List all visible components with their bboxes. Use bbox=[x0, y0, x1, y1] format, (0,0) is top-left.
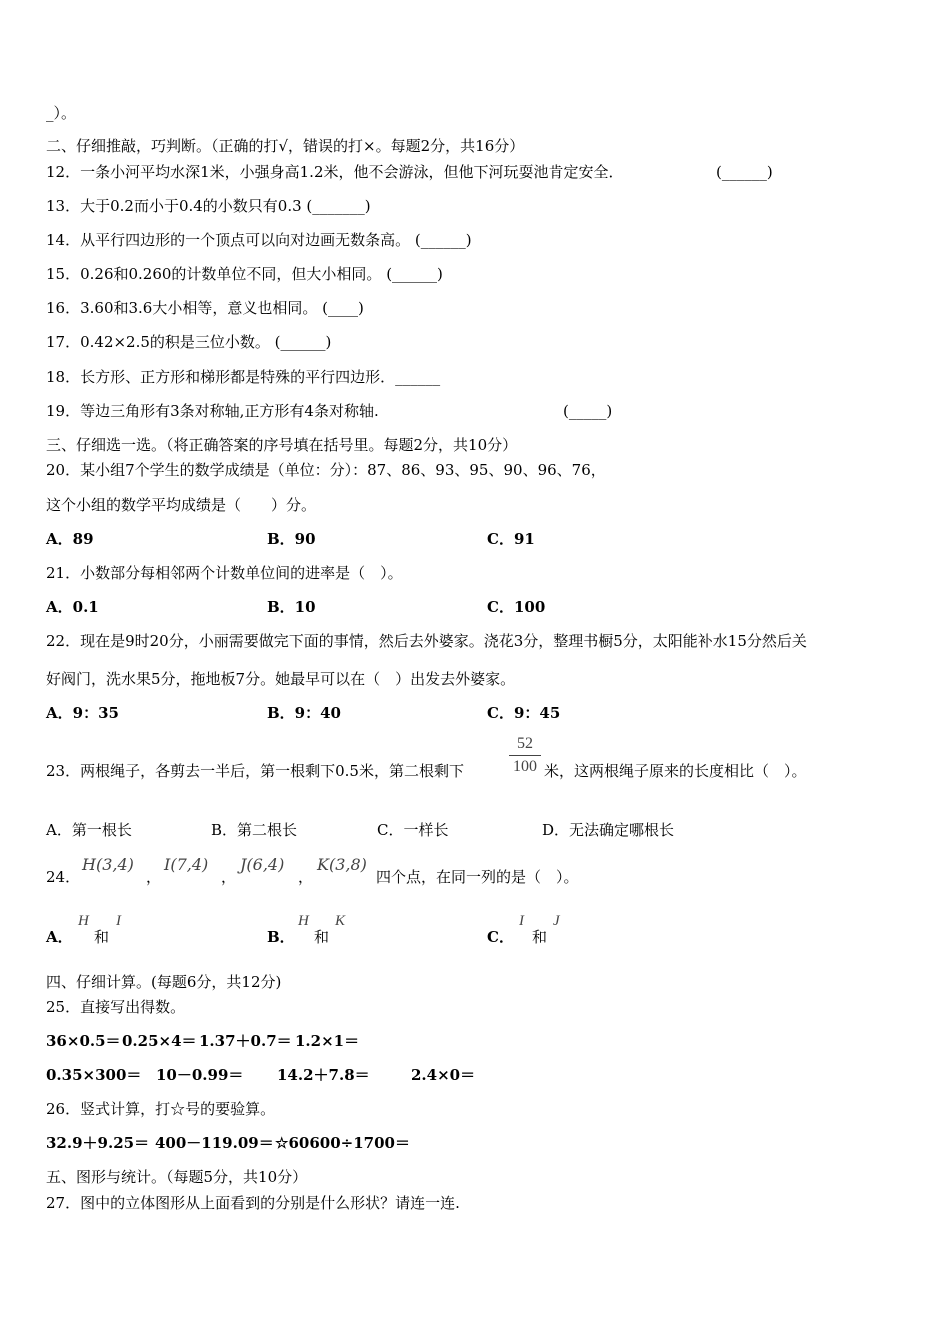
calc-item: 10－0.99＝ bbox=[156, 1066, 244, 1084]
question-22-option-c: C．9：45 bbox=[487, 704, 561, 722]
question-23-text-after: 米，这两根绳子原来的长度相比（ ）。 bbox=[544, 762, 807, 780]
section-2-heading: 二、仔细推敲，巧判断。（正确的打√，错误的打×。每题2分，共16分） bbox=[46, 137, 525, 155]
calc-item: 2.4×0＝ bbox=[411, 1066, 476, 1084]
question-23-option-a: A．第一根长 bbox=[46, 821, 132, 839]
question-23-option-d: D．无法确定哪根长 bbox=[542, 821, 675, 839]
question-20-option-c: C．91 bbox=[487, 530, 535, 548]
question-22-option-a: A．9：35 bbox=[46, 704, 119, 722]
top-fragment: _）。 bbox=[46, 104, 77, 122]
calc-item: ☆60600÷1700＝ bbox=[275, 1134, 410, 1152]
question-23-option-c: C．一样长 bbox=[377, 821, 449, 839]
question-20-option-b: B．90 bbox=[267, 530, 316, 548]
question-20-line-2: 这个小组的数学平均成绩是（ ）分。 bbox=[46, 496, 317, 514]
question-25: 25．直接写出得数。 bbox=[46, 998, 186, 1016]
fraction-denominator: 100 bbox=[513, 758, 537, 775]
calc-item: 14.2＋7.8＝ bbox=[277, 1066, 370, 1084]
question-26: 26．竖式计算，打☆号的要验算。 bbox=[46, 1100, 276, 1118]
question-21-option-a: A．0.1 bbox=[46, 598, 99, 616]
question-12-blank: (______) bbox=[716, 163, 773, 181]
question-23-text: 23．两根绳子，各剪去一半后，第一根剩下0.5米，第二根剩下 bbox=[46, 762, 464, 780]
point-separator: ， bbox=[221, 868, 237, 886]
question-23-option-b: B．第二根长 bbox=[211, 821, 298, 839]
option-conjunction: 和 bbox=[94, 928, 110, 946]
calc-item: 400－119.09＝ bbox=[155, 1134, 274, 1152]
question-14: 14．从平行四边形的一个顶点可以向对边画无数条高。 (______) bbox=[46, 231, 472, 249]
calc-item: 1.2×1＝ bbox=[295, 1032, 360, 1050]
fraction-numerator: 52 bbox=[517, 735, 533, 752]
question-19: 19．等边三角形有3条对称轴,正方形有4条对称轴. bbox=[46, 402, 379, 420]
option-point-2: I bbox=[116, 913, 121, 929]
question-16: 16．3.60和3.6大小相等，意义也相同。 (____) bbox=[46, 299, 364, 317]
fraction-bar bbox=[509, 755, 541, 756]
option-label: A． bbox=[46, 928, 73, 946]
question-20-option-a: A．89 bbox=[46, 530, 94, 548]
question-22-line-1: 22．现在是9时20分，小丽需要做完下面的事情，然后去外婆家。浇花3分，整理书橱5分，太阳能补水15分然后关 bbox=[46, 632, 807, 650]
question-17: 17．0.42×2.5的积是三位小数。 (______) bbox=[46, 333, 332, 351]
point-i: I(7,4) bbox=[164, 855, 209, 874]
calc-item: 0.25×4＝ bbox=[122, 1032, 197, 1050]
point-k: K(3,8) bbox=[317, 855, 367, 874]
question-22-option-b: B．9：40 bbox=[267, 704, 341, 722]
question-21-option-c: C．100 bbox=[487, 598, 546, 616]
option-label: C． bbox=[487, 928, 514, 946]
point-j: J(6,4) bbox=[240, 855, 285, 874]
question-21: 21．小数部分每相邻两个计数单位间的进率是（ ）。 bbox=[46, 564, 403, 582]
question-18: 18．长方形、正方形和梯形都是特殊的平行四边形．______ bbox=[46, 368, 441, 386]
section-3-heading: 三、仔细选一选。（将正确答案的序号填在括号里。每题2分，共10分） bbox=[46, 436, 518, 454]
option-conjunction: 和 bbox=[314, 928, 330, 946]
question-12: 12．一条小河平均水深1米，小强身高1.2米，他不会游泳，但他下河玩耍池肯定安全． bbox=[46, 163, 624, 181]
question-24-text-after: 四个点，在同一列的是（ ）。 bbox=[376, 868, 579, 886]
section-5-heading: 五、图形与统计。（每题5分，共10分） bbox=[46, 1168, 308, 1186]
question-27: 27．图中的立体图形从上面看到的分别是什么形状？请连一连. bbox=[46, 1194, 460, 1212]
calc-item: 0.35×300＝ bbox=[46, 1066, 142, 1084]
calc-item: 32.9＋9.25＝ bbox=[46, 1134, 150, 1152]
question-20-line-1: 20．某小组7个学生的数学成绩是（单位：分）：87、86、93、95、90、96、76， bbox=[46, 461, 606, 479]
question-15: 15．0.26和0.260的计数单位不同，但大小相同。 (______) bbox=[46, 265, 443, 283]
fraction-52-100 bbox=[509, 735, 541, 776]
option-point-1: H bbox=[78, 913, 89, 929]
question-19-blank: (_____) bbox=[563, 402, 613, 420]
question-22-line-2: 好阀门，洗水果5分，拖地板7分。她最早可以在（ ）出发去外婆家。 bbox=[46, 670, 516, 688]
option-point-2: J bbox=[553, 913, 560, 929]
option-point-1: I bbox=[519, 913, 524, 929]
question-21-option-b: B．10 bbox=[267, 598, 316, 616]
section-4-heading: 四、仔细计算。(每题6分，共12分) bbox=[46, 973, 282, 991]
point-separator: ， bbox=[298, 868, 314, 886]
question-13: 13．大于0.2而小于0.4的小数只有0.3 (_______) bbox=[46, 197, 371, 215]
calc-item: 1.37＋0.7＝ bbox=[199, 1032, 292, 1050]
point-separator: ， bbox=[146, 868, 162, 886]
option-point-1: H bbox=[298, 913, 309, 929]
option-point-2: K bbox=[335, 913, 346, 929]
option-conjunction: 和 bbox=[532, 928, 548, 946]
point-h: H(3,4) bbox=[82, 855, 134, 874]
question-24-label: 24． bbox=[46, 868, 81, 886]
calc-item: 36×0.5＝ bbox=[46, 1032, 121, 1050]
option-label: B． bbox=[267, 928, 295, 946]
